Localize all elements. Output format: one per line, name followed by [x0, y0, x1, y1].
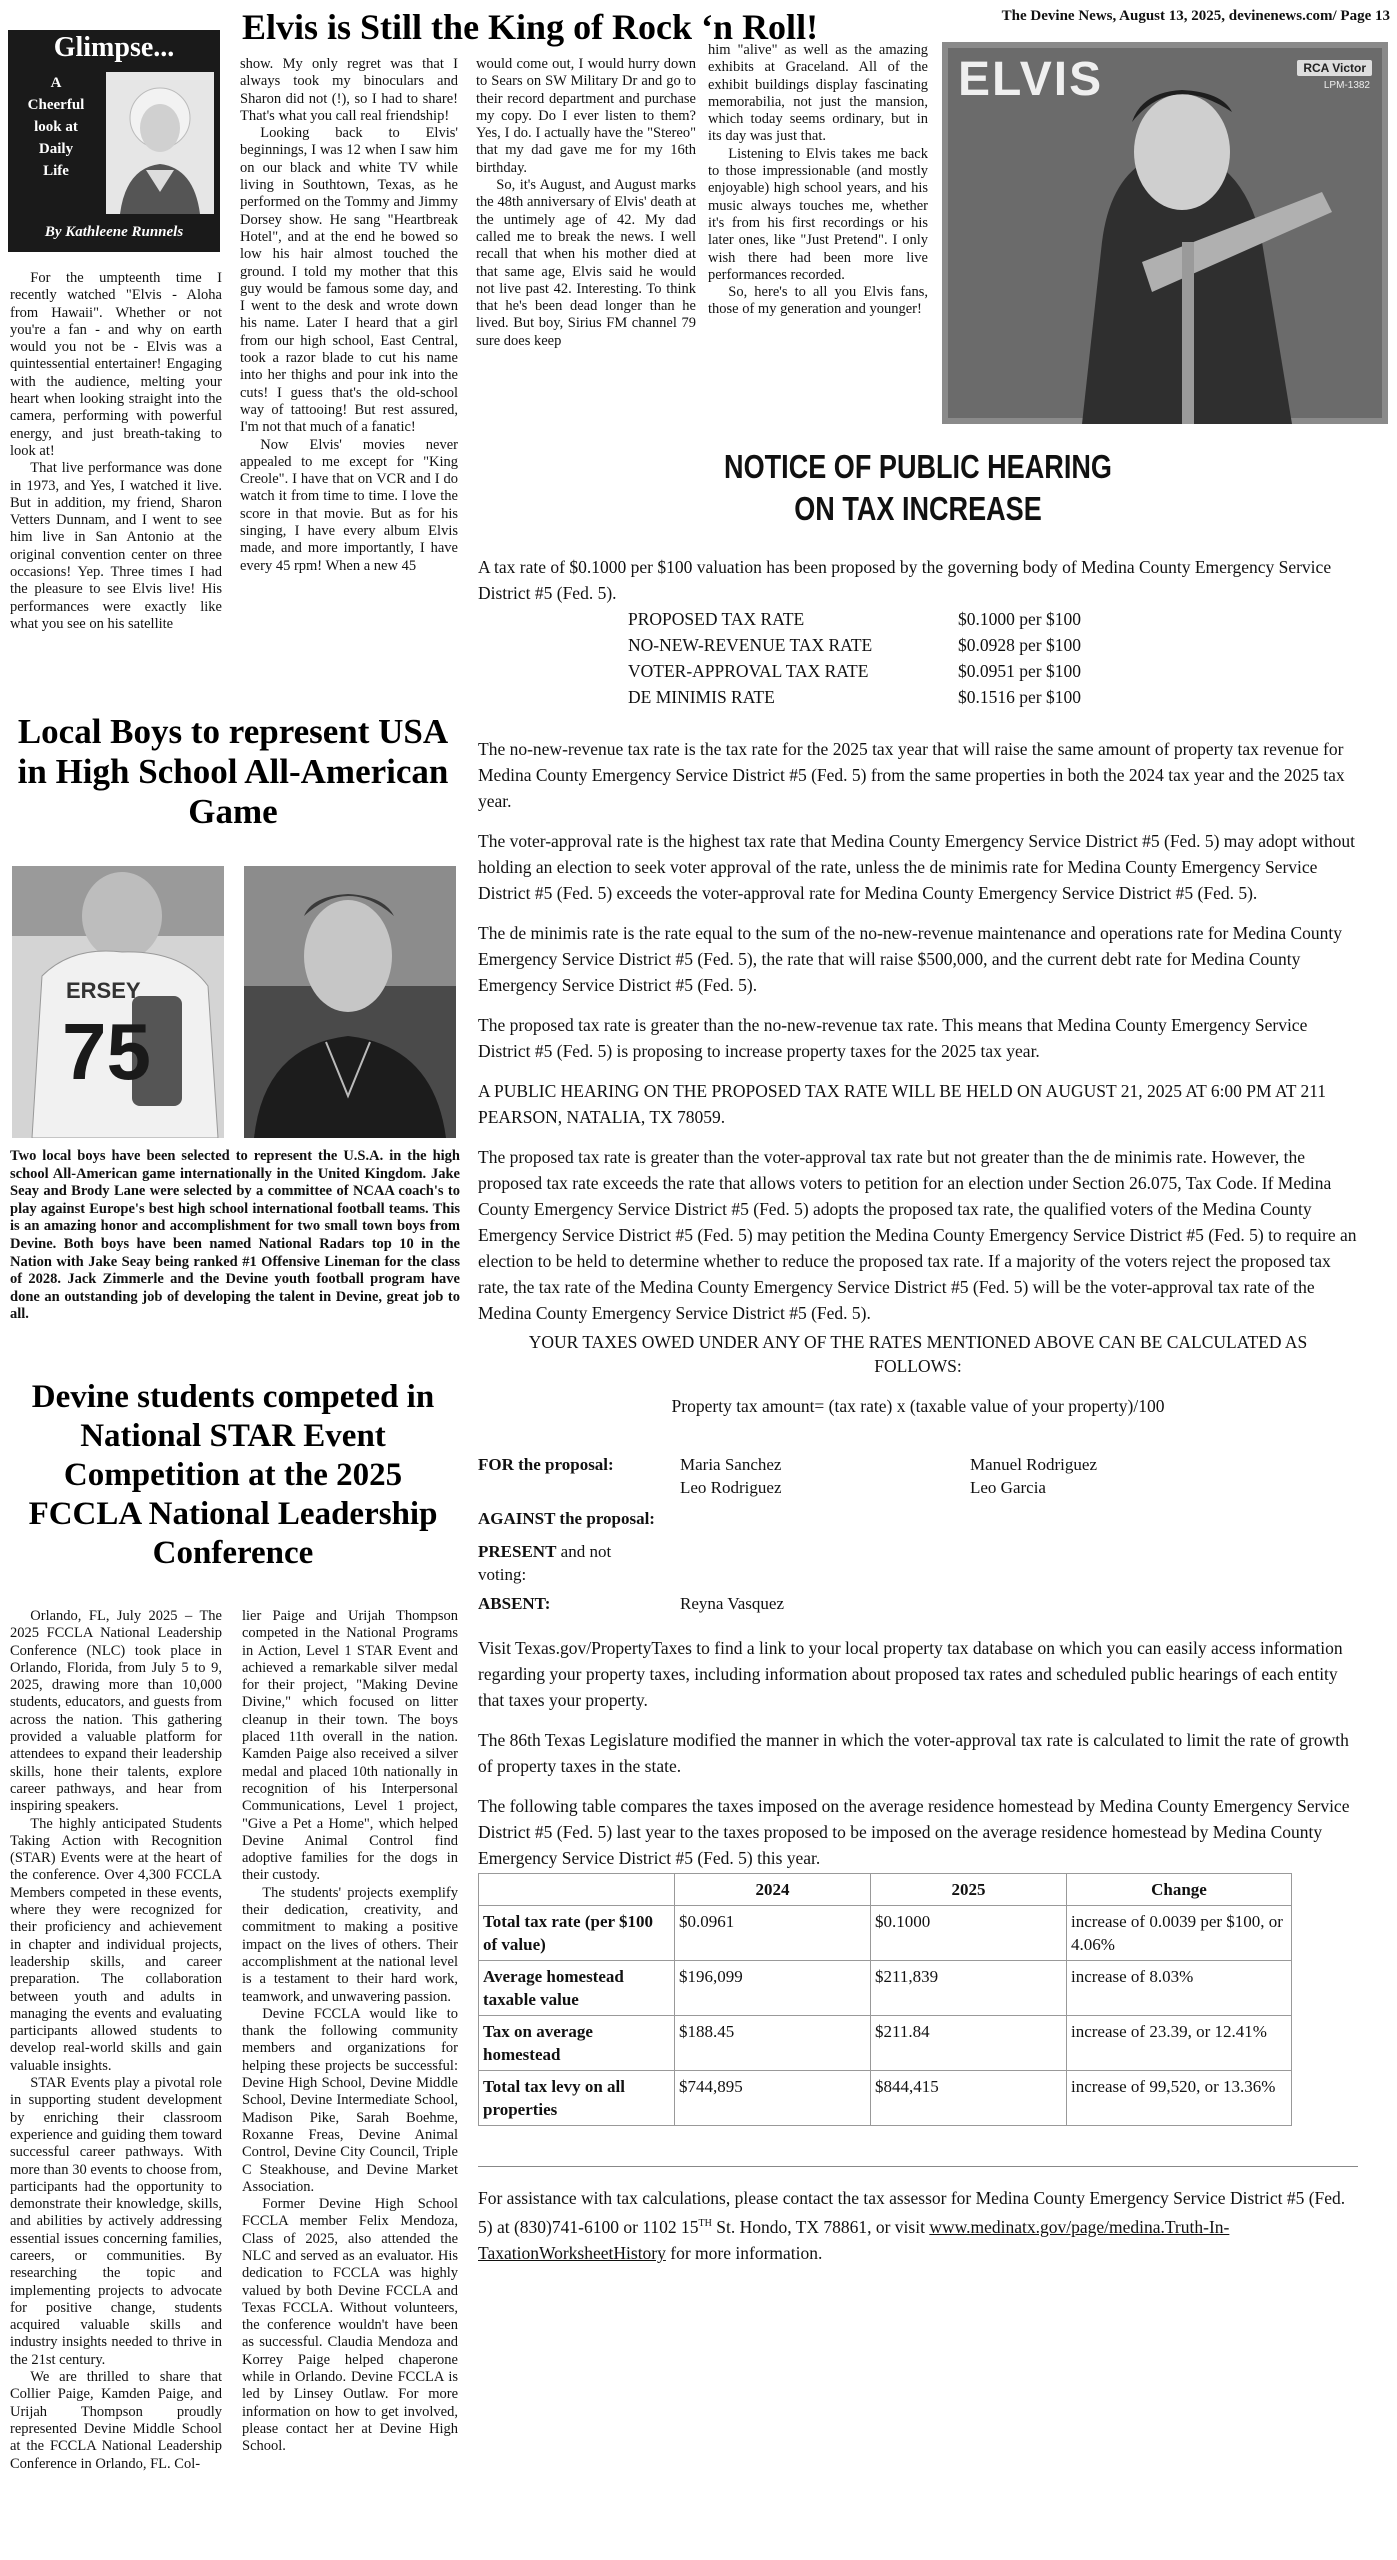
elvis-article-col-3: would come out, I would hurry down to Sears on SW Military Dr and go to their record department and purchase my copy. Do I ever listen to them? Yes, I do. I actually have the "Stereo" that my dad gave me for my 16th birthday. So, it's August, and August marks the 48th anniversary of Elvis' death at the untimely age of 42. My dad called me to break the news. I well recall that when his mother died at that same age, Elvis said he would not live past 42. Interesting. To think that he's been dead longer than he lived. But boy, Sirius FM channel 79 sure does keep	[476, 56, 696, 349]
notice-intro: A tax rate of $0.1000 per $100 valuation has been proposed by the governing body of Medina County Emergency Service District #5 (Fed. 5).	[478, 557, 1332, 603]
taxes-owed-heading: YOUR TAXES OWED UNDER ANY OF THE RATES MENTIONED ABOVE CAN BE CALCULATED AS FOLLOWS:	[528, 1332, 1308, 1376]
vote-against-label: AGAINST the proposal:	[478, 1509, 655, 1528]
notice-title: NOTICE OF PUBLIC HEARING ON TAX INCREASE	[724, 448, 1112, 527]
notice-paragraph: The no-new-revenue tax rate is the tax rate for the 2025 tax year that will raise the same amount of property tax revenue for Medina County Emergency Service District #5 (Fed. 5) from the same properties in both the 2024 tax year and the 2025 tax year.	[478, 739, 1345, 811]
album-catalog-number: LPM-1382	[1323, 80, 1370, 91]
fccla-article-col-2: lier Paige and Urijah Thompson competed in the National Programs in Action, Level 1 STAR Event and achieved a remarkable silver medal for their project, "Making Devine Divine," which focused on litter cleanup in their town. The boys placed 11th overall in the nation. Kamden Paige also received a silver medal and placed 10th nationally in recognition of his Interpersonal Communications, Level 1 project, "Give a Pet a Home", which helped Devine Animal Control find adoptive families for the dogs in their custody. The students' projects exemplify their dedication, creativity, and commitment to making a positive impact on the lives of others. Their accomplishment at the national level is a testament to their hard work, teamwork, and unwavering passion. Devine FCCLA would like to thank the following community members and organizations for helping these projects be successful: Devine High School, Devine Middle School, Devine Intermediate School, Madison Pike, Sarah Boehme, Roxanne Freas, Devine Animal Control, Devine City Council, Triple C Steakhouse, and Devine Market Association. Former Devine High School FCCLA member Felix Mendoza, Class of 2025, also attended the NLC and served as an evaluator. His dedication to FCCLA was highly valued by both Devine FCCLA and Texas FCCLA. Without volunteers, the conference wouldn't have been as successful. Claudia Mendoza and Korrey Paige helped chaperone while in Orlando. Devine FCCLA is led by Linsey Outlaw. For more information on how to get involved, please contact her at Devine High School.	[242, 1608, 458, 2455]
notice-paragraph: The proposed tax rate is greater than the no-new-revenue tax rate. This means that Medina County Emergency Service District #5 (Fed. 5) is proposing to increase property taxes for the 2025 tax year.	[478, 1015, 1308, 1061]
vote-absent-label: ABSENT:	[478, 1594, 551, 1613]
tax-notice	[478, 446, 1358, 2266]
jersey-number: 75	[62, 1007, 151, 1096]
glimpse-title: Glimpse...	[53, 32, 175, 63]
table-header-row: 2024 2025 Change	[479, 1874, 1292, 1906]
vote-present-label: PRESENT and not voting:	[478, 1542, 612, 1584]
rate-label: DE MINIMIS RATE	[628, 687, 775, 707]
boys-article-caption: Two local boys have been selected to represent the U.S.A. in the high school All-American game internationally in the United Kingdom. Jake Seay and Brody Lane were selected by a committee of NCAA coach's to play against Europe's best high school international football teams. This is an amazing honor and accomplishment for two small town boys from Devine. Both boys have been named National Radars top 10 in the Nation with Jake Seay being ranked #1 Offensive Lineman for the class of 2028. Jack Zimmerle and the Devine youth football program have done an outstanding job of developing the talent in Devine, great job to all.	[10, 1148, 460, 1323]
glimpse-box	[8, 30, 220, 252]
rate-label: PROPOSED TAX RATE	[628, 609, 805, 629]
boys-article-headline: Local Boys to represent USA in High School All-American Game	[17, 712, 449, 831]
notice-divider	[478, 2166, 1358, 2167]
jersey-lettering: ERSEY	[66, 978, 141, 1003]
jake-seay-photo	[12, 866, 224, 1138]
vote-record: FOR the proposal: Maria Sanchez Leo Rodriguez Manuel Rodriguez Leo Garcia AGAINST the proposal: PRESENT and not voting: ABSENT: Reyna Vasquez	[478, 1455, 1097, 1613]
author-portrait	[106, 72, 214, 214]
glimpse-tagline: A Cheerful look at Daily Life	[27, 75, 85, 179]
notice-paragraph: Visit Texas.gov/PropertyTaxes to find a link to your local property tax database on which you can easily access information regarding your property taxes, including information about proposed tax rates and scheduled public hearings of each entity that taxes your property.	[478, 1638, 1343, 1710]
elvis-album-photo	[942, 42, 1388, 424]
notice-paragraph: The following table compares the taxes imposed on the average residence homestead by Medina County Emergency Service District #5 (Fed. 5) last year to the taxes proposed to be imposed on the average residence homestead by Medina County Emergency Service District #5 (Fed. 5) this year.	[478, 1796, 1350, 1868]
rate-value: $0.0951 per $100	[958, 661, 1081, 681]
rate-label: NO-NEW-REVENUE TAX RATE	[628, 635, 873, 655]
elvis-article-col-1: For the umpteenth time I recently watched "Elvis - Aloha from Hawaii". Whether or not you're a fan - and why on earth would you not be - Elvis was a quintessential entertainer! Engaging with the audience, melting your heart when looking straight into the camera, performing with powerful energy, and just breath-taking to look at! That live performance was done in 1973, and Yes, I watched it live. But in addition, my friend, Sharon Vetters Dunnam, and I went to see him live in San Antonio at the original convention center on three occasions! Yep. Three times I had the pleasure to see Elvis live! His performances were exactly like what you see on his satellite	[10, 270, 222, 632]
vote-for-label: FOR the proposal:	[478, 1455, 614, 1474]
rate-list	[628, 606, 1358, 710]
table-row: Average homestead taxable value $196,099 $211,839 increase of 8.03%	[479, 1961, 1292, 2016]
glimpse-byline: By Kathleene Runnels	[44, 224, 184, 240]
elvis-article-col-2: show. My only regret was that I always took my binoculars and Sharon did not (!), so I had to share! That's what you call real friendship! Looking back to Elvis' beginnings, I was 12 when I saw him on our black and white TV while living in Southtown, Texas, as he performed on the Tommy and Jimmy Dorsey show. He sang "Heartbreak Hotel", and at the end he bowed so low his hair almost touched the ground. I told my mother that this guy would be famous some day, and I went to the desk and wrote down his name. Later I heard that a girl from our high school, East Central, took a razor blade to cut his name into her thighs and pour ink into the cuts! I guess that's the old-school way of tattooing! But rest assured, I'm not that much of a fanatic! Now Elvis' movies never appealed to me except for "King Creole". I have that on VCR and I do watch it from time to time. I love the score in that movie. But as for his singing, I have every album Elvis made, and more importantly, I have every 45 rpm! When a new 45	[240, 56, 458, 574]
fccla-article-col-1: Orlando, FL, July 2025 – The 2025 FCCLA National Leadership Conference (NLC) took place in Orlando, Florida, from July 5 to 9, 2025, drawing more than 10,000 students, educators, and guests from across the nation. This gathering provided a valuable platform for attendees to expand their leadership skills, hone their talents, explore career pathways, and hear from inspiring speakers. The highly anticipated Students Taking Action with Recognition (STAR) Events were at the heart of the conference. Over 4,300 FCCLA Members competed in these events, where they were recognized for their proficiency and achievement in chapter and individual projects, leadership skills, and career preparation. The collaboration between youth and adults in managing the events and evaluating participants allowed students to develop real-world skills and gain valuable insights. STAR Events play a pivotal role in supporting student development by enriching their classroom experience and guiding them toward successful career pathways. With more than 30 events to choose from, participants had the opportunity to demonstrate their knowledge, skills, and abilities by actively addressing essential issues concerning families, careers, or communities. By researching the topic and implementing projects to advocate for positive change, students acquired valuable skills and industry insights needed to thrive in the 21st century. We are thrilled to share that Collier Paige, Kamden Paige, and Urijah Thompson proudly represented Devine Middle School at the FCCLA National Leadership Conference in Orlando, FL. Col-	[10, 1608, 222, 2472]
medina-worksheet-link[interactable]: www.medinatx.gov/page/medina.Truth-In-TaxationWorksheetHistory	[478, 2216, 1230, 2263]
table-row: Tax on average homestead $188.45 $211.84 increase of 23.39, or 12.41%	[479, 2016, 1292, 2071]
rate-value: $0.1000 per $100	[958, 609, 1081, 629]
tax-formula: Property tax amount= (tax rate) x (taxable value of your property)/100	[671, 1396, 1165, 1416]
notice-paragraph: The de minimis rate is the rate equal to the sum of the no-new-revenue maintenance and operations rate for Medina County Emergency Service District #5 (Fed. 5), the rate that will raise $500,000, and the current debt rate for Medina County Emergency Service District #5 (Fed. 5).	[478, 923, 1343, 995]
table-row: Total tax levy on all properties $744,895 $844,415 increase of 99,520, or 13.36%	[479, 2071, 1292, 2126]
hearing-announcement: A PUBLIC HEARING ON THE PROPOSED TAX RATE WILL BE HELD ON AUGUST 21, 2025 AT 6:00 PM AT 211 PEARSON, NATALIA, TX 78059.	[478, 1081, 1327, 1127]
table-row: Total tax rate (per $100 of value) $0.0961 $0.1000 increase of 0.0039 per $100, or 4.06%	[479, 1906, 1292, 1961]
notice-paragraph: The voter-approval rate is the highest tax rate that Medina County Emergency Service District #5 (Fed. 5) may adopt without holding an election to seek voter approval of the rate, unless the de minimis rate for Medina County Emergency Service District #5 (Fed. 5) exceeds the voter-approval rate for Medina County Emergency Service District #5 (Fed. 5).	[478, 831, 1355, 903]
elvis-article-col-4: him "alive" as well as the amazing exhibits at Graceland. All of the exhibit buildings display fascinating memorabilia, not just the mansion, which today seems ordinary, but in its day was just that. Listening to Elvis takes me back to those impressionable (and mostly enjoyable) high school years, and his music always touches me, whether it's from his first recordings or his later ones, like "Just Pretend". I only wish there had been more live performances recorded. So, here's to all you Elvis fans, those of my generation and younger!	[708, 42, 928, 318]
notice-paragraph: The proposed tax rate is greater than the voter-approval tax rate but not greater than the de minimis rate. However, the proposed tax rate exceeds the rate that allows voters to petition for an election under Section 26.075, Tax Code. If Medina County Emergency Service District #5 (Fed. 5) adopts the proposed tax rate, the qualified voters of the Medina County Emergency Service District #5 (Fed. 5) may petition the Medina County Emergency Service District #5 (Fed. 5) to require an election to be held to determine whether to reduce the proposed tax rate. If a majority of the voters reject the proposed tax rate, the tax rate of the Medina County Emergency Service District #5 (Fed. 5) will be the voter-approval tax rate of the Medina County Emergency Service District #5 (Fed. 5).	[478, 1147, 1357, 1323]
tax-comparison-table	[478, 1873, 1292, 2126]
page-folio: The Devine News, August 13, 2025, devinenews.com/ Page 13	[1001, 8, 1390, 24]
notice-paragraph: The 86th Texas Legislature modified the manner in which the voter-approval tax rate is calculated to limit the rate of growth of property taxes in the state.	[478, 1730, 1349, 1776]
rate-label: VOTER-APPROVAL TAX RATE	[628, 661, 869, 681]
assistance-paragraph: For assistance with tax calculations, please contact the tax assessor for Medina County Emergency Service District #5 (Fed. 5) at (830)741-6100 or 1102 15TH St. Hondo, TX 78861, or visit www.medinatx.gov/page/medina.Truth-In-TaxationWorksheetHistory for more information.	[478, 2188, 1346, 2263]
rate-value: $0.0928 per $100	[958, 635, 1081, 655]
vote-absent-name: Reyna Vasquez	[680, 1594, 785, 1613]
album-label: RCA Victor	[1297, 60, 1372, 76]
brody-lane-photo	[244, 866, 456, 1138]
album-cover-text: ELVIS	[958, 53, 1104, 106]
rate-value: $0.1516 per $100	[958, 687, 1081, 707]
fccla-article-headline: Devine students competed in National STAR Event Competition at the 2025 FCCLA National Leadership Conference	[28, 1379, 438, 1571]
page-headline: Elvis is Still the King of Rock ‘n Roll!	[242, 7, 819, 47]
